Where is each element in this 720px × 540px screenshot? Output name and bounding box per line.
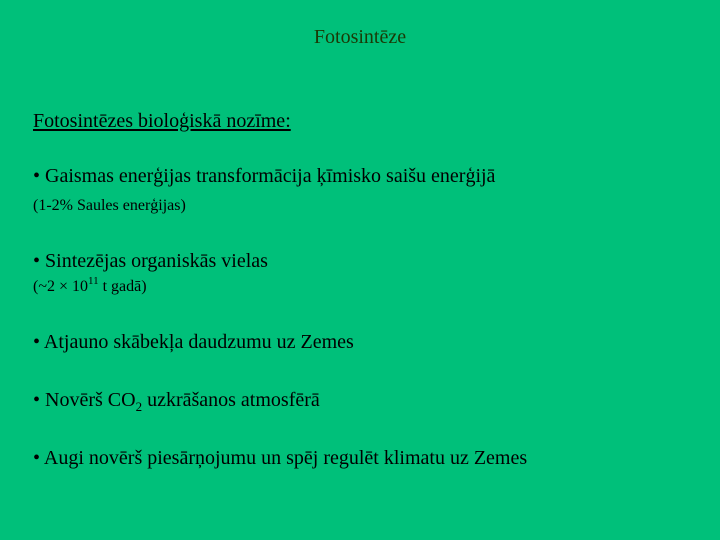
slide-title: Fotosintēze bbox=[313, 26, 407, 48]
bullet-text-suffix: uzkrāšanos atmosfērā bbox=[142, 389, 320, 411]
co2-subscript: 2 bbox=[135, 399, 143, 414]
bullet-text-prefix: Novērš CO bbox=[45, 389, 136, 411]
note-suffix: t gadā) bbox=[98, 278, 147, 295]
bullet-marker: • bbox=[33, 389, 41, 411]
note-exponent: 11 bbox=[88, 275, 99, 287]
bullet-climate-regulation bbox=[33, 447, 527, 470]
bullet-marker: • bbox=[33, 331, 41, 353]
bullet-oxygen-restoration bbox=[33, 331, 354, 354]
bullet-text: Sintezējas organiskās vielas bbox=[45, 250, 268, 272]
bullet-note-solar-energy: (1-2% Saules enerģijas) bbox=[33, 197, 186, 214]
bullet-marker: • bbox=[33, 250, 41, 272]
bullet-text bbox=[45, 389, 320, 414]
bullet-marker: • bbox=[33, 165, 41, 187]
bullet-energy-transformation bbox=[33, 165, 495, 188]
bullet-text: Atjauno skābekļa daudzumu uz Zemes bbox=[43, 331, 354, 353]
bullet-co2-prevention bbox=[33, 389, 320, 412]
bullet-marker: • bbox=[33, 447, 41, 469]
note-prefix: (~2 × 10 bbox=[33, 278, 89, 295]
bullet-note-annual-amount bbox=[33, 275, 147, 296]
bullet-text: Gaismas enerģijas transformācija ķīmisko saišu enerģijā bbox=[45, 165, 496, 187]
bullet-text: Augi novērš piesārņojumu un spēj regulēt klimatu uz Zemes bbox=[43, 447, 528, 469]
bullet-organic-synthesis bbox=[33, 250, 268, 273]
section-heading: Fotosintēzes bioloģiskā nozīme: bbox=[33, 110, 291, 132]
